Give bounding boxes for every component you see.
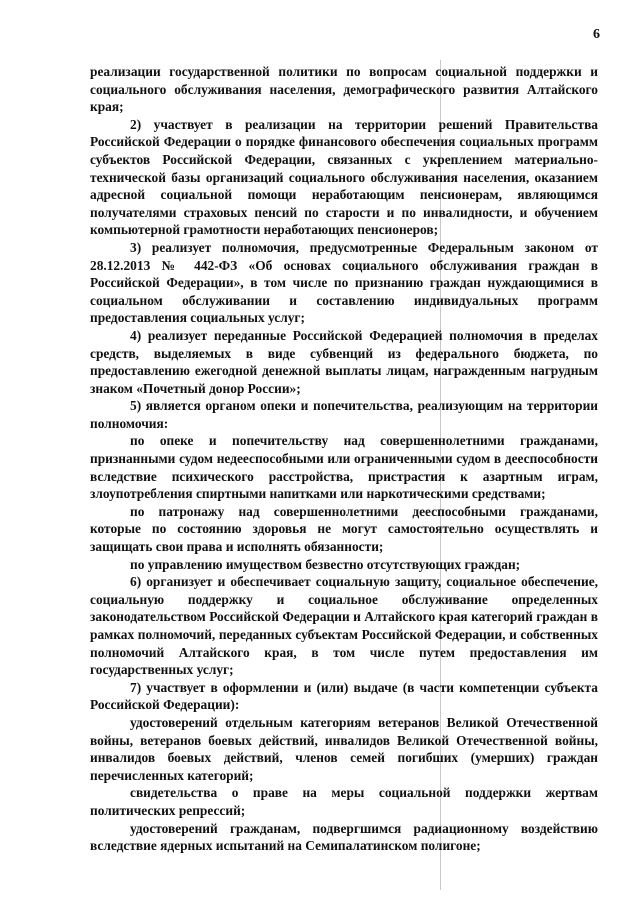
paragraph-item-5: 5) является органом опеки и попечительства, реализующим на территории полномочия: bbox=[90, 398, 598, 431]
paragraph-radiation-certificates: удостоверений гражданам, подвергшимся радиационному воздействию вследствие ядерных испытаний на Семипалатинском полигоне; bbox=[90, 820, 598, 854]
paragraph-item-3: 3) реализует полномочия, предусмотренные Федеральным законом от 28.12.2013 № 442-ФЗ «Об основах социального обслуживания граждан в Российской Федерации», в том числе по признанию граждан нуждающимися в социальном обслуживании и составлению индивидуальных программ предоставления социальных услуг; bbox=[90, 239, 598, 326]
paragraph-continuation: реализации государственной политики по вопросам социальной поддержки и социального обслуживания населения, демографического развития Алтайского края; bbox=[90, 64, 598, 115]
paragraph-property-management: по управлению имуществом безвестно отсутствующих граждан; bbox=[130, 556, 521, 572]
paragraph-item-4: 4) реализует переданные Российской Федерацией полномочия в пределах средств, выделяемых в виде субвенций из федерального бюджета, по предоставлению ежегодной денежной выплаты лицам, награжденным нагрудным знаком «Почетный донор России»; bbox=[90, 327, 598, 396]
paragraph-veteran-certificates: удостоверений отдельным категориям ветеранов Великой Отечественной войны, ветеранов боевых действий, инвалидов Великой Отечественной войны, инвалидов боевых действий, членов семей погибших (умерших) граждан перечисленных категорий; bbox=[90, 714, 598, 783]
document-body bbox=[90, 63, 598, 855]
paragraph-item-6: 6) организует и обеспечивает социальную защиту, социальное обеспечение, социальную поддержку и социальное обслуживание определенных законодательством Российской Федерации и Алтайского края категорий граждан в рамках полномочий, переданных субъектам Российской Федерации, и собственных полномочий Алтайского края, в том числе путем предоставления им государственных услуг; bbox=[90, 574, 598, 678]
paragraph-repression-certificate: свидетельства о праве на меры социальной поддержки жертвам политических репрессий; bbox=[90, 785, 598, 818]
paragraph-item-2: 2) участвует в реализации на территории решений Правительства Российской Федерации о порядке финансового обеспечения социальных программ субъектов Российской Федерации, связанных с укреплением материально-технической базы организаций социального обслуживания населения, оказанием адресной социальной помощи неработающим пенсионерам, являющимся получателями страховых пенсий по старости и по инвалидности, и обучением компьютерной грамотности неработающих пенсионеров; bbox=[90, 116, 598, 238]
paragraph-patronage: по патронажу над совершеннолетними дееспособными гражданами, которые по состоянию здоровья не могут самостоятельно осуществлять и защищать свои права и исполнять обязанности; bbox=[90, 503, 598, 555]
page-number: 6 bbox=[593, 27, 600, 42]
paragraph-guardianship: по опеке и попечительству над совершеннолетними гражданами, признанными судом недееспособными или ограниченными судом в дееспособности вследствие психического расстройства, пристрастия к азартным играм, злоупотребления спиртными напитками или наркотическими средствами; bbox=[90, 433, 598, 502]
paragraph-item-7: 7) участвует в оформлении и (или) выдаче (в части компетенции субъекта Российской Федерации): bbox=[90, 679, 598, 713]
